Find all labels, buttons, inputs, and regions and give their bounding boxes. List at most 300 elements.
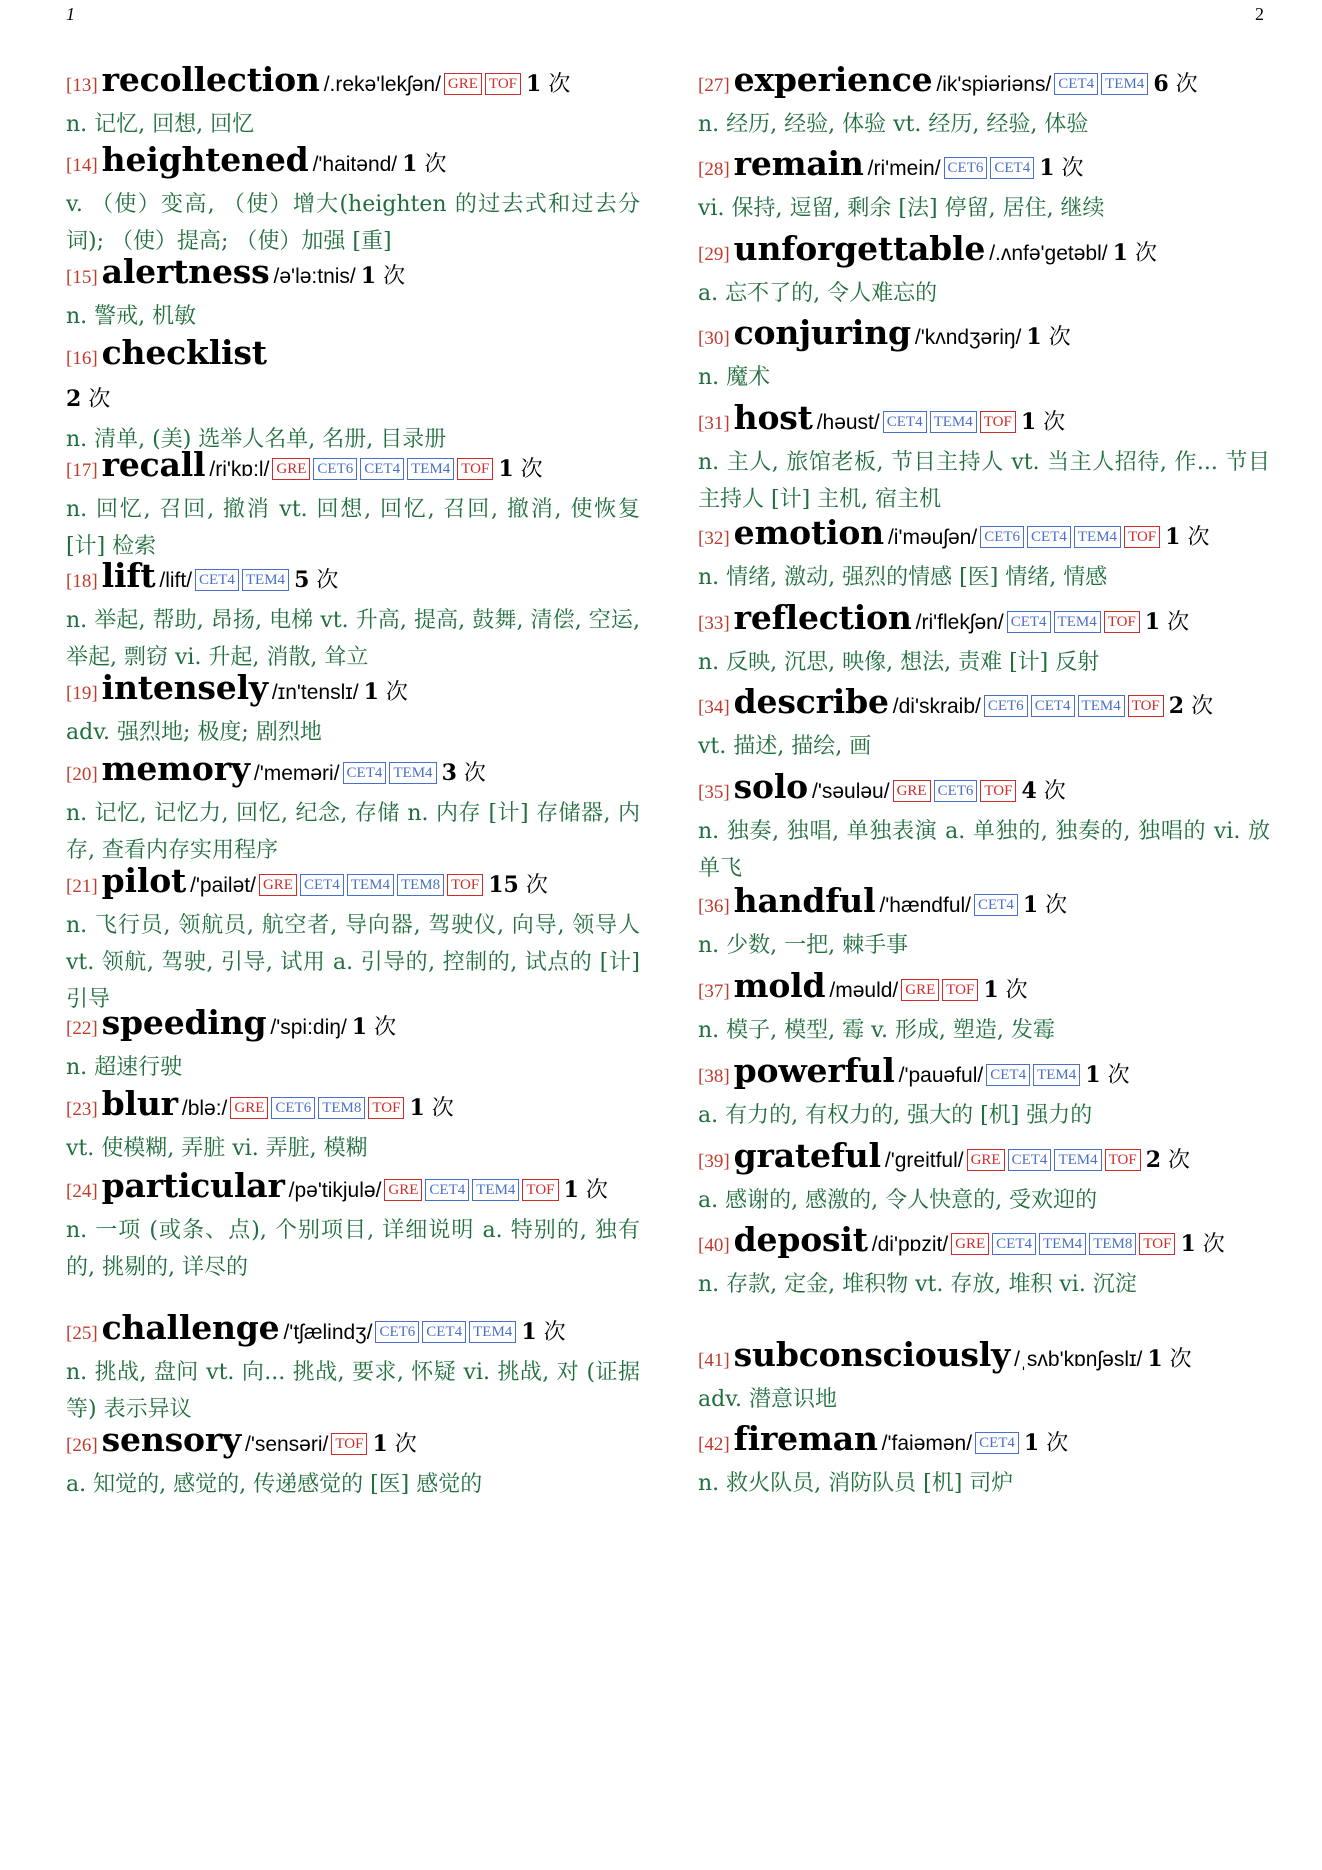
count-number: 1 [1112, 240, 1128, 266]
entry-number: [22] [66, 1018, 98, 1039]
vocab-entry [66, 445, 640, 565]
pronunciation: /'səuləu/ [812, 780, 890, 803]
count-number: 1 [1023, 1430, 1040, 1456]
exam-tag-tof: TOF [1124, 526, 1160, 548]
exam-tag-tof: TOF [1105, 1149, 1141, 1171]
occurrence-count [488, 873, 548, 898]
count-number: 3 [441, 760, 457, 786]
exam-tag-gre: GRE [967, 1149, 1005, 1171]
count-number: 1 [526, 71, 542, 97]
exam-tag-tem4: TEM4 [1101, 73, 1148, 95]
headword: mold [733, 966, 826, 1005]
count-number: 1 [1147, 1346, 1163, 1372]
headword: recall [101, 445, 206, 484]
headword: fireman [733, 1419, 878, 1458]
headword: remain [733, 144, 864, 183]
vocab-entry [698, 1220, 1270, 1303]
count-number: 1 [409, 1095, 425, 1121]
pronunciation: /ri'flekʃən/ [915, 611, 1004, 634]
vocab-entry [698, 398, 1270, 518]
definition: n. 模子, 模型, 霉 v. 形成, 塑造, 发霉 [698, 1018, 1055, 1043]
exam-tag-cet4: CET4 [883, 411, 927, 433]
pronunciation: /ri'kɒ:l/ [209, 458, 270, 481]
occurrence-count [442, 761, 486, 786]
headword: host [733, 398, 813, 437]
exam-tag-tem4: TEM4 [1054, 1149, 1101, 1171]
occurrence-count [1026, 325, 1070, 350]
count-unit: 次 [548, 72, 571, 97]
pronunciation: /pə'tikjulə/ [288, 1179, 382, 1202]
entry-number: [21] [66, 876, 98, 897]
entry-headline [698, 1220, 1270, 1266]
pronunciation: /ɪn'tenslɪ/ [271, 681, 359, 704]
pronunciation: /'hændful/ [879, 894, 972, 917]
entry-number: [25] [66, 1323, 98, 1344]
pronunciation: /'greitful/ [884, 1149, 964, 1172]
entry-number: [37] [698, 981, 730, 1002]
count-unit: 次 [1134, 241, 1157, 266]
definition: n. 举起, 帮助, 昂扬, 电梯 vt. 升高, 提高, 鼓舞, 清偿, 空运, 举起, 剽窃 vi. 升起, 消散, 耸立 [66, 608, 640, 670]
headword: alertness [101, 252, 270, 291]
occurrence-count [498, 457, 542, 482]
headword: blur [101, 1084, 178, 1123]
count-unit: 次 [525, 873, 548, 898]
headword: speeding [101, 1003, 267, 1042]
count-unit: 次 [374, 1015, 397, 1040]
entry-headline [66, 140, 640, 186]
headword: intensely [101, 668, 268, 707]
exam-tag-tem4: TEM4 [1033, 1064, 1080, 1086]
entry-number: [19] [66, 683, 98, 704]
exam-tag-cet4: CET4 [300, 874, 344, 896]
vocab-entry [698, 1136, 1270, 1219]
pronunciation: /di'skraib/ [892, 695, 981, 718]
exam-tag-cet4: CET4 [1008, 1149, 1052, 1171]
occurrence-count [1180, 1232, 1224, 1257]
definition: n. 魔术 [698, 365, 771, 390]
entry-number: [34] [698, 697, 730, 718]
vocab-entry [698, 767, 1270, 887]
definition: n. 记忆, 回想, 回忆 [66, 112, 255, 137]
pronunciation: /ik'spiəriəns/ [936, 73, 1052, 96]
exam-tag-tof: TOF [368, 1097, 404, 1119]
pronunciation: /'pauəful/ [898, 1064, 984, 1087]
entry-number: [23] [66, 1099, 98, 1120]
vocab-entry [698, 682, 1270, 765]
exam-tag-tof: TOF [447, 874, 483, 896]
pronunciation: /'pailət/ [190, 874, 256, 897]
headword: powerful [733, 1051, 895, 1090]
exam-tag-cet4: CET4 [986, 1064, 1030, 1086]
exam-tag-cet4: CET4 [1031, 695, 1075, 717]
count-unit: 次 [424, 152, 447, 177]
entry-number: [26] [66, 1435, 98, 1456]
exam-tag-gre: GRE [901, 979, 939, 1001]
occurrence-count [352, 1015, 396, 1040]
exam-tag-cet6: CET6 [313, 458, 357, 480]
exam-tag-cet6: CET6 [984, 695, 1028, 717]
count-unit: 次 [1187, 525, 1210, 550]
definition: adv. 潜意识地 [698, 1387, 838, 1412]
count-number: 1 [563, 1177, 579, 1203]
entry-number: [20] [66, 764, 98, 785]
count-number: 2 [1168, 693, 1185, 719]
count-number: 1 [1026, 324, 1042, 350]
pronunciation: /'meməri/ [253, 762, 340, 785]
vocab-entry [66, 861, 640, 1018]
vocab-entry [66, 333, 640, 458]
vocab-entry [66, 668, 640, 751]
entry-number: [27] [698, 75, 730, 96]
count-number: 1 [360, 263, 377, 289]
count-number: 2 [66, 386, 82, 412]
entry-number: [16] [66, 348, 98, 369]
exam-tag-tof: TOF [522, 1179, 558, 1201]
headword: sensory [101, 1420, 241, 1459]
headword: solo [733, 767, 808, 806]
count-unit: 次 [1048, 325, 1071, 350]
entry-number: [18] [66, 571, 98, 592]
count-unit: 次 [383, 264, 406, 289]
pronunciation: /ri'mein/ [867, 157, 941, 180]
exam-tag-tof: TOF [980, 411, 1016, 433]
count-unit: 次 [385, 680, 408, 705]
entry-number: [42] [698, 1434, 730, 1455]
entry-headline [698, 1419, 1270, 1465]
exam-tag-gre: GRE [951, 1233, 989, 1255]
exam-tag-tof: TOF [1128, 695, 1164, 717]
headword: describe [733, 682, 889, 721]
count-unit: 次 [1191, 694, 1214, 719]
count-number: 1 [1085, 1062, 1101, 1088]
vocab-entry [66, 1003, 640, 1086]
exam-tag-tem8: TEM8 [1089, 1233, 1136, 1255]
count-number: 6 [1153, 71, 1169, 97]
exam-tag-cet4: CET4 [195, 569, 239, 591]
entry-headline [698, 598, 1270, 644]
exam-tag-cet4: CET4 [1007, 611, 1051, 633]
count-unit: 次 [1169, 1347, 1192, 1372]
occurrence-count [364, 680, 408, 705]
pronunciation: /di'pɒzit/ [871, 1233, 949, 1256]
entry-number: [13] [66, 75, 98, 96]
definition: n. 警戒, 机敏 [66, 304, 197, 329]
exam-tag-tem4: TEM4 [407, 458, 454, 480]
count-unit: 次 [394, 1432, 417, 1457]
entry-headline [698, 398, 1270, 444]
definition: n. 少数, 一把, 棘手事 [698, 933, 909, 958]
vocab-entry [698, 966, 1270, 1049]
pronunciation: /'kʌndʒəriŋ/ [914, 326, 1022, 349]
exam-tag-cet6: CET6 [980, 526, 1024, 548]
headword: grateful [733, 1136, 881, 1175]
count-unit: 次 [585, 1178, 608, 1203]
entry-number: [24] [66, 1181, 98, 1202]
definition: n. 清单, (美) 选举人名单, 名册, 目录册 [66, 427, 447, 452]
entry-headline [66, 60, 640, 106]
pronunciation: /'faiəmən/ [881, 1432, 973, 1455]
occurrence-count [1113, 241, 1157, 266]
entry-headline [698, 1051, 1270, 1097]
exam-tag-tof: TOF [980, 780, 1016, 802]
definition: v. （使）变高, （使）增大(heighten 的过去式和过去分词); （使）提高; （使）加强 [重] [66, 192, 640, 254]
vocab-entry [66, 749, 640, 869]
exam-tag-tof: TOF [485, 73, 521, 95]
count-unit: 次 [1168, 1148, 1191, 1173]
occurrence-count [1023, 893, 1067, 918]
exam-tag-cet6: CET6 [375, 1321, 419, 1343]
pronunciation: /ˌsʌb'kɒnʃəslɪ/ [1014, 1348, 1143, 1371]
count-unit: 次 [1005, 978, 1028, 1003]
entry-headline [698, 966, 1270, 1012]
count-number: 4 [1021, 778, 1037, 804]
pronunciation: /'sensəri/ [244, 1433, 329, 1456]
page-number-right: 2 [1255, 4, 1264, 24]
count-unit: 次 [1061, 156, 1084, 181]
definition: n. 超速行驶 [66, 1055, 183, 1080]
pronunciation: /'spi:diŋ/ [270, 1016, 347, 1039]
pronunciation: /lift/ [159, 569, 193, 592]
count-number: 1 [372, 1431, 388, 1457]
entry-headline [698, 144, 1270, 190]
occurrence-count [1147, 1347, 1191, 1372]
entry-headline [66, 1166, 640, 1212]
vocab-entry [66, 1166, 640, 1286]
count-number: 1 [521, 1319, 537, 1345]
definition: n. 情绪, 激动, 强烈的情感 [医] 情绪, 情感 [698, 565, 1108, 590]
headword: reflection [733, 598, 912, 637]
entry-number: [30] [698, 328, 730, 349]
count-unit: 次 [1043, 779, 1066, 804]
pronunciation: /həust/ [816, 411, 880, 434]
entry-headline [698, 682, 1270, 728]
entry-headline [66, 252, 640, 298]
occurrence-count [1146, 1148, 1190, 1173]
pronunciation: /'haitənd/ [312, 153, 398, 176]
count-unit: 次 [431, 1096, 454, 1121]
pronunciation: /blə:/ [181, 1097, 228, 1120]
entry-number: [35] [698, 782, 730, 803]
exam-tag-tem4: TEM4 [472, 1179, 519, 1201]
headword: subconsciously [733, 1335, 1011, 1374]
occurrence-count [564, 1178, 608, 1203]
vocab-entry [698, 1051, 1270, 1134]
occurrence-count [402, 152, 446, 177]
headword: emotion [733, 513, 884, 552]
entry-headline [66, 749, 640, 795]
exam-tag-cet4: CET4 [1054, 73, 1098, 95]
count-unit: 次 [88, 387, 111, 412]
vocab-entry [698, 229, 1270, 312]
pronunciation: /.ʌnfə'getəbl/ [989, 242, 1108, 265]
definition: a. 忘不了的, 令人难忘的 [698, 281, 938, 306]
count-unit: 次 [1045, 893, 1068, 918]
entry-number: [40] [698, 1235, 730, 1256]
count-number: 5 [294, 567, 310, 593]
occurrence-count [1085, 1063, 1129, 1088]
entry-headline [66, 445, 640, 491]
occurrence-count [1024, 1431, 1068, 1456]
headword: recollection [101, 60, 320, 99]
exam-tag-tem4: TEM4 [930, 411, 977, 433]
headword: lift [101, 556, 156, 595]
headword: conjuring [733, 313, 911, 352]
definition: n. 记忆, 记忆力, 回忆, 纪念, 存储 n. 内存 [计] 存储器, 内存, 查看内存实用程序 [66, 801, 640, 863]
exam-tag-cet4: CET4 [422, 1321, 466, 1343]
definition: n. 救火队员, 消防队员 [机] 司炉 [698, 1471, 1014, 1496]
entry-number: [39] [698, 1151, 730, 1172]
exam-tag-cet4: CET4 [425, 1179, 469, 1201]
count-number: 1 [1180, 1231, 1196, 1257]
exam-tag-cet4: CET4 [990, 157, 1034, 179]
entry-headline [66, 1420, 640, 1466]
occurrence-count [294, 568, 338, 593]
headword: challenge [101, 1308, 280, 1347]
count-number: 1 [1022, 892, 1039, 918]
definition: n. 经历, 经验, 体验 vt. 经历, 经验, 体验 [698, 112, 1089, 137]
vocab-entry [66, 1420, 640, 1503]
entry-number: [33] [698, 613, 730, 634]
entry-number: [41] [698, 1350, 730, 1371]
entry-number: [31] [698, 413, 730, 434]
definition: a. 感谢的, 感激的, 令人快意的, 受欢迎的 [698, 1188, 1098, 1213]
vocab-entry [698, 313, 1270, 396]
exam-tag-tem8: TEM8 [397, 874, 444, 896]
occurrence-count [1153, 72, 1197, 97]
entry-number: [17] [66, 460, 98, 481]
occurrence-count [521, 1320, 565, 1345]
exam-tag-tof: TOF [1139, 1233, 1175, 1255]
pronunciation: /i'məuʃən/ [887, 526, 978, 549]
page-number-left: 1 [66, 4, 75, 24]
count-number: 1 [1165, 524, 1181, 550]
exam-tag-cet6: CET6 [944, 157, 988, 179]
pronunciation: /məuld/ [829, 979, 899, 1002]
entry-headline [66, 1003, 640, 1049]
occurrence-count [1165, 525, 1209, 550]
definition: a. 知觉的, 感觉的, 传递感觉的 [医] 感觉的 [66, 1472, 483, 1497]
vocab-entry [66, 252, 640, 335]
exam-tag-tem4: TEM4 [242, 569, 289, 591]
count-number: 2 [1145, 1147, 1161, 1173]
count-number: 1 [351, 1014, 368, 1040]
exam-tag-gre: GRE [230, 1097, 268, 1119]
exam-tag-gre: GRE [272, 458, 310, 480]
exam-tag-tem4: TEM4 [1054, 611, 1101, 633]
vocab-entry [66, 1084, 640, 1167]
vocab-entry [698, 598, 1270, 681]
entry-headline [66, 861, 640, 907]
count-unit: 次 [1167, 610, 1190, 635]
count-unit: 次 [463, 761, 486, 786]
entry-headline [698, 513, 1270, 559]
exam-tag-tem8: TEM8 [318, 1097, 365, 1119]
occurrence-count [66, 387, 110, 412]
vocab-entry [698, 60, 1270, 143]
headword: deposit [733, 1220, 868, 1259]
headword: experience [733, 60, 933, 99]
entry-headline [66, 1084, 640, 1130]
entry-number: [14] [66, 155, 98, 176]
entry-headline [698, 767, 1270, 813]
count-unit: 次 [1202, 1232, 1225, 1257]
headword: handful [733, 881, 876, 920]
exam-tag-cet4: CET4 [992, 1233, 1036, 1255]
definition: a. 有力的, 有权力的, 强大的 [机] 强力的 [698, 1103, 1093, 1128]
definition: vt. 描述, 描绘, 画 [698, 734, 872, 759]
exam-tag-cet6: CET6 [934, 780, 978, 802]
headword: memory [101, 749, 250, 788]
vocab-entry [66, 140, 640, 260]
count-number: 1 [983, 977, 999, 1003]
entry-headline [698, 1136, 1270, 1182]
definition: adv. 强烈地; 极度; 剧烈地 [66, 720, 322, 745]
exam-tag-tem4: TEM4 [347, 874, 394, 896]
definition: n. 一项 (或条、点), 个别项目, 详细说明 a. 特别的, 独有的, 挑剔的, 详尽的 [66, 1218, 640, 1280]
occurrence-count [983, 978, 1027, 1003]
pronunciation: /'tʃælindʒ/ [283, 1321, 373, 1344]
entry-headline [66, 668, 640, 714]
count-unit: 次 [1175, 72, 1198, 97]
headword: checklist [101, 333, 267, 372]
entry-number: [15] [66, 267, 98, 288]
pronunciation: /.rekə'lekʃən/ [323, 73, 441, 96]
entry-headline [698, 229, 1270, 275]
count-number: 1 [402, 151, 418, 177]
exam-tag-cet4: CET4 [343, 762, 387, 784]
exam-tag-cet4: CET4 [1027, 526, 1071, 548]
exam-tag-tem4: TEM4 [389, 762, 436, 784]
exam-tag-gre: GRE [384, 1179, 422, 1201]
entry-headline [698, 881, 1270, 927]
vocab-entry [698, 513, 1270, 596]
exam-tag-tof: TOF [1104, 611, 1140, 633]
occurrence-count [526, 72, 570, 97]
definition: n. 独奏, 独唱, 单独表演 a. 单独的, 独奏的, 独唱的 vi. 放单飞 [698, 819, 1270, 881]
exam-tag-tem4: TEM4 [1074, 526, 1121, 548]
pronunciation: /ə'lə:tnis/ [273, 265, 356, 288]
entry-number: [38] [698, 1066, 730, 1087]
headword: heightened [101, 140, 309, 179]
entry-headline [66, 1308, 640, 1354]
entry-headline [66, 333, 640, 379]
exam-tag-tof: TOF [457, 458, 493, 480]
vocab-entry [698, 881, 1270, 964]
exam-tag-gre: GRE [444, 73, 482, 95]
definition: n. 回忆, 召回, 撤消 vt. 回想, 回忆, 召回, 撤消, 使恢复 [计] 检索 [66, 497, 640, 559]
vocab-entry [698, 1419, 1270, 1502]
definition: n. 反映, 沉思, 映像, 想法, 责难 [计] 反射 [698, 650, 1100, 675]
exam-tag-tof: TOF [942, 979, 978, 1001]
definition: vi. 保持, 逗留, 剩余 [法] 停留, 居住, 继续 [698, 196, 1105, 221]
exam-tag-gre: GRE [893, 780, 931, 802]
count-number: 1 [498, 456, 514, 482]
headword: pilot [101, 861, 187, 900]
entry-number: [36] [698, 896, 730, 917]
occurrence-count [361, 264, 405, 289]
entry-number: [32] [698, 528, 730, 549]
occurrence-count [372, 1432, 416, 1457]
occurrence-count [1145, 610, 1189, 635]
count-unit: 次 [1043, 410, 1066, 435]
count-line [66, 379, 640, 421]
entry-headline [698, 1335, 1270, 1381]
occurrence-count [409, 1096, 453, 1121]
entry-number: [28] [698, 159, 730, 180]
exam-tag-cet6: CET6 [271, 1097, 315, 1119]
entry-headline [698, 313, 1270, 359]
occurrence-count [1039, 156, 1083, 181]
